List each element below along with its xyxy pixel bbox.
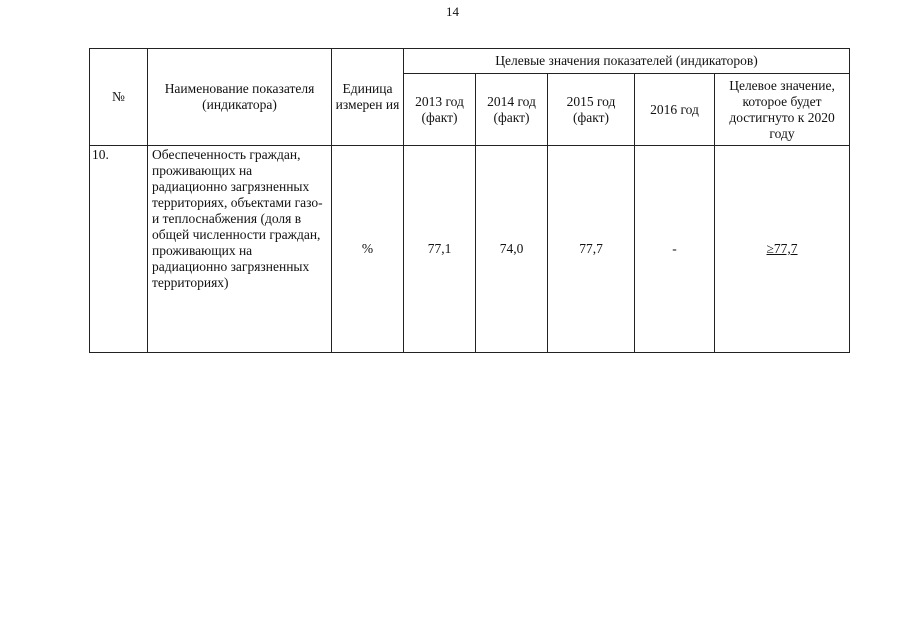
header-target-2020: Целевое значение, которое будет достигнуто к 2020 году bbox=[715, 74, 850, 146]
header-target-group: Целевые значения показателей (индикаторов) bbox=[404, 49, 850, 74]
indicators-table bbox=[89, 48, 850, 353]
header-name: Наименование показателя (индикатора) bbox=[148, 49, 332, 146]
header-year-2013: 2013 год (факт) bbox=[404, 74, 476, 146]
header-row-top bbox=[90, 49, 850, 74]
table-row bbox=[90, 146, 850, 353]
row-value-2016: - bbox=[635, 146, 715, 353]
header-number: № bbox=[90, 49, 148, 146]
row-indicator-name: Обеспеченность граждан, проживающих на радиационно загрязненных территориях, объектами газо- и теплоснабжения (доля в общей численности граждан, проживающих на радиационно загрязненных территориях) bbox=[148, 146, 332, 353]
row-unit: % bbox=[332, 146, 404, 353]
row-value-target-2020 bbox=[715, 146, 850, 353]
header-year-2016: 2016 год bbox=[635, 74, 715, 146]
row-value-2015: 77,7 bbox=[548, 146, 635, 353]
header-year-2015: 2015 год (факт) bbox=[548, 74, 635, 146]
row-value-2014: 74,0 bbox=[476, 146, 548, 353]
target-value: ≥77,7 bbox=[766, 241, 798, 256]
row-value-2013: 77,1 bbox=[404, 146, 476, 353]
header-year-2014: 2014 год (факт) bbox=[476, 74, 548, 146]
header-unit: Единица измерен ия bbox=[332, 49, 404, 146]
page-number: 14 bbox=[446, 4, 459, 19]
row-number: 10. bbox=[90, 146, 148, 353]
